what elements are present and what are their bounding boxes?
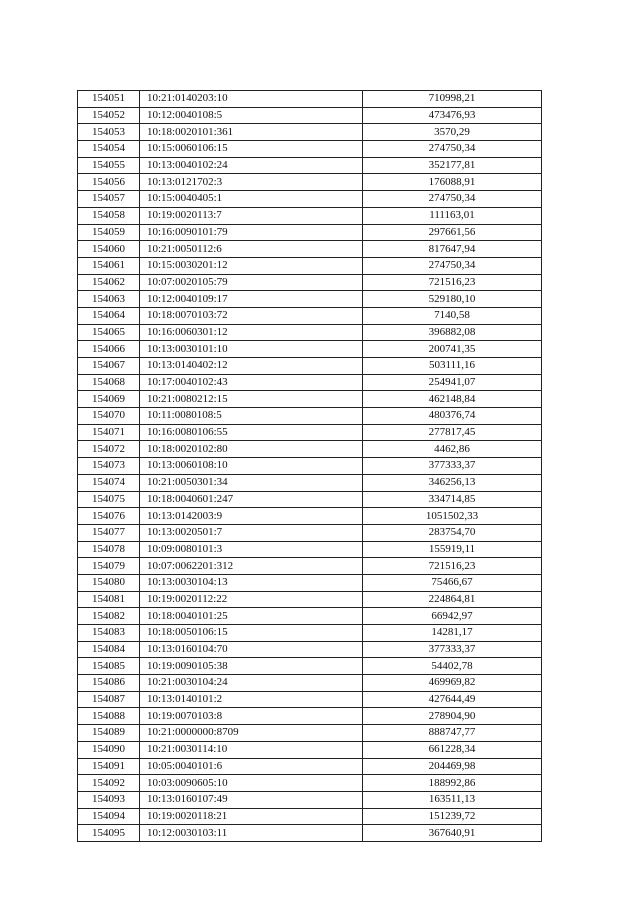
record-number-cell: 154052 [78, 107, 140, 124]
record-number-cell: 154090 [78, 741, 140, 758]
cadastral-number-cell: 10:21:0140203:10 [140, 91, 363, 108]
table-row [78, 174, 542, 191]
amount-cell: 278904,90 [363, 708, 542, 725]
amount-cell: 274750,34 [363, 191, 542, 208]
cadastral-number-cell: 10:18:0070103:72 [140, 307, 363, 324]
record-number-cell: 154066 [78, 341, 140, 358]
amount-cell: 204469,98 [363, 758, 542, 775]
record-number-cell: 154060 [78, 241, 140, 258]
amount-cell: 4462,86 [363, 441, 542, 458]
table-row [78, 791, 542, 808]
amount-cell: 334714,85 [363, 491, 542, 508]
table-row [78, 124, 542, 141]
table-row [78, 658, 542, 675]
cadastral-number-cell: 10:11:0080108:5 [140, 408, 363, 425]
table-row [78, 424, 542, 441]
amount-cell: 377333,37 [363, 458, 542, 475]
table-row [78, 474, 542, 491]
amount-cell: 14281,17 [363, 625, 542, 642]
table-row [78, 391, 542, 408]
cadastral-number-cell: 10:16:0090101:79 [140, 224, 363, 241]
amount-cell: 721516,23 [363, 558, 542, 575]
record-number-cell: 154074 [78, 474, 140, 491]
amount-cell: 529180,10 [363, 291, 542, 308]
amount-cell: 54402,78 [363, 658, 542, 675]
record-number-cell: 154079 [78, 558, 140, 575]
cadastral-number-cell: 10:15:0040405:1 [140, 191, 363, 208]
record-number-cell: 154069 [78, 391, 140, 408]
record-number-cell: 154072 [78, 441, 140, 458]
amount-cell: 473476,93 [363, 107, 542, 124]
table-row [78, 541, 542, 558]
cadastral-number-cell: 10:21:0080212:15 [140, 391, 363, 408]
amount-cell: 200741,35 [363, 341, 542, 358]
amount-cell: 274750,34 [363, 257, 542, 274]
amount-cell: 224864,81 [363, 591, 542, 608]
table-row [78, 775, 542, 792]
amount-cell: 176088,91 [363, 174, 542, 191]
record-number-cell: 154077 [78, 524, 140, 541]
record-number-cell: 154051 [78, 91, 140, 108]
table-row [78, 691, 542, 708]
record-number-cell: 154088 [78, 708, 140, 725]
cadastral-number-cell: 10:21:0000000:8709 [140, 725, 363, 742]
record-number-cell: 154080 [78, 574, 140, 591]
cadastral-number-cell: 10:13:0121702:3 [140, 174, 363, 191]
table-row [78, 141, 542, 158]
amount-cell: 7140,58 [363, 307, 542, 324]
records-table [77, 90, 542, 842]
amount-cell: 480376,74 [363, 408, 542, 425]
amount-cell: 75466,67 [363, 574, 542, 591]
amount-cell: 66942,97 [363, 608, 542, 625]
record-number-cell: 154062 [78, 274, 140, 291]
record-number-cell: 154064 [78, 307, 140, 324]
amount-cell: 661228,34 [363, 741, 542, 758]
table-row [78, 808, 542, 825]
amount-cell: 888747,77 [363, 725, 542, 742]
amount-cell: 277817,45 [363, 424, 542, 441]
table-row [78, 458, 542, 475]
record-number-cell: 154053 [78, 124, 140, 141]
table-row [78, 591, 542, 608]
amount-cell: 396882,08 [363, 324, 542, 341]
table-row [78, 341, 542, 358]
record-number-cell: 154061 [78, 257, 140, 274]
cadastral-number-cell: 10:18:0020101:361 [140, 124, 363, 141]
table-row [78, 708, 542, 725]
cadastral-number-cell: 10:18:0040101:25 [140, 608, 363, 625]
cadastral-number-cell: 10:13:0030104:13 [140, 574, 363, 591]
amount-cell: 469969,82 [363, 675, 542, 692]
cadastral-number-cell: 10:13:0040102:24 [140, 157, 363, 174]
cadastral-number-cell: 10:13:0060108:10 [140, 458, 363, 475]
record-number-cell: 154087 [78, 691, 140, 708]
table-row [78, 608, 542, 625]
table-row [78, 725, 542, 742]
record-number-cell: 154084 [78, 641, 140, 658]
cadastral-number-cell: 10:13:0160104:70 [140, 641, 363, 658]
table-row [78, 641, 542, 658]
amount-cell: 188992,86 [363, 775, 542, 792]
cadastral-number-cell: 10:13:0160107:49 [140, 791, 363, 808]
record-number-cell: 154073 [78, 458, 140, 475]
table-row [78, 257, 542, 274]
table-row [78, 307, 542, 324]
table-row [78, 358, 542, 375]
table-row [78, 107, 542, 124]
amount-cell: 503111,16 [363, 358, 542, 375]
amount-cell: 297661,56 [363, 224, 542, 241]
record-number-cell: 154086 [78, 675, 140, 692]
cadastral-number-cell: 10:21:0030104:24 [140, 675, 363, 692]
table-row [78, 524, 542, 541]
table-row [78, 91, 542, 108]
cadastral-number-cell: 10:07:0020105:79 [140, 274, 363, 291]
record-number-cell: 154093 [78, 791, 140, 808]
records-table-body [78, 91, 542, 842]
amount-cell: 254941,07 [363, 374, 542, 391]
amount-cell: 721516,23 [363, 274, 542, 291]
record-number-cell: 154089 [78, 725, 140, 742]
amount-cell: 155919,11 [363, 541, 542, 558]
record-number-cell: 154078 [78, 541, 140, 558]
table-row [78, 207, 542, 224]
record-number-cell: 154056 [78, 174, 140, 191]
table-row [78, 241, 542, 258]
cadastral-number-cell: 10:15:0060106:15 [140, 141, 363, 158]
record-number-cell: 154092 [78, 775, 140, 792]
record-number-cell: 154067 [78, 358, 140, 375]
amount-cell: 367640,91 [363, 825, 542, 842]
table-row [78, 758, 542, 775]
record-number-cell: 154083 [78, 625, 140, 642]
table-row [78, 574, 542, 591]
cadastral-number-cell: 10:19:0020118:21 [140, 808, 363, 825]
record-number-cell: 154071 [78, 424, 140, 441]
amount-cell: 163511,13 [363, 791, 542, 808]
cadastral-number-cell: 10:18:0050106:15 [140, 625, 363, 642]
table-row [78, 291, 542, 308]
record-number-cell: 154055 [78, 157, 140, 174]
table-row [78, 191, 542, 208]
amount-cell: 151239,72 [363, 808, 542, 825]
table-row [78, 157, 542, 174]
table-row [78, 558, 542, 575]
amount-cell: 1051502,33 [363, 508, 542, 525]
cadastral-number-cell: 10:13:0142003:9 [140, 508, 363, 525]
amount-cell: 462148,84 [363, 391, 542, 408]
record-number-cell: 154082 [78, 608, 140, 625]
record-number-cell: 154076 [78, 508, 140, 525]
table-row [78, 625, 542, 642]
record-number-cell: 154059 [78, 224, 140, 241]
cadastral-number-cell: 10:07:0062201:312 [140, 558, 363, 575]
record-number-cell: 154085 [78, 658, 140, 675]
cadastral-number-cell: 10:16:0060301:12 [140, 324, 363, 341]
cadastral-number-cell: 10:12:0030103:11 [140, 825, 363, 842]
amount-cell: 710998,21 [363, 91, 542, 108]
cadastral-number-cell: 10:09:0080101:3 [140, 541, 363, 558]
record-number-cell: 154057 [78, 191, 140, 208]
table-row [78, 825, 542, 842]
table-row [78, 675, 542, 692]
amount-cell: 817647,94 [363, 241, 542, 258]
table-row [78, 741, 542, 758]
cadastral-number-cell: 10:19:0020113:7 [140, 207, 363, 224]
amount-cell: 346256,13 [363, 474, 542, 491]
cadastral-number-cell: 10:21:0050301:34 [140, 474, 363, 491]
cadastral-number-cell: 10:19:0070103:8 [140, 708, 363, 725]
record-number-cell: 154065 [78, 324, 140, 341]
record-number-cell: 154058 [78, 207, 140, 224]
cadastral-number-cell: 10:16:0080106:55 [140, 424, 363, 441]
cadastral-number-cell: 10:13:0030101:10 [140, 341, 363, 358]
record-number-cell: 154054 [78, 141, 140, 158]
cadastral-number-cell: 10:13:0020501:7 [140, 524, 363, 541]
cadastral-number-cell: 10:21:0050112:6 [140, 241, 363, 258]
cadastral-number-cell: 10:18:0020102:80 [140, 441, 363, 458]
record-number-cell: 154081 [78, 591, 140, 608]
table-row [78, 491, 542, 508]
cadastral-number-cell: 10:05:0040101:6 [140, 758, 363, 775]
cadastral-number-cell: 10:19:0090105:38 [140, 658, 363, 675]
table-row [78, 508, 542, 525]
cadastral-number-cell: 10:21:0030114:10 [140, 741, 363, 758]
table-row [78, 324, 542, 341]
amount-cell: 274750,34 [363, 141, 542, 158]
amount-cell: 377333,37 [363, 641, 542, 658]
amount-cell: 283754,70 [363, 524, 542, 541]
cadastral-number-cell: 10:15:0030201:12 [140, 257, 363, 274]
amount-cell: 427644,49 [363, 691, 542, 708]
table-row [78, 274, 542, 291]
cadastral-number-cell: 10:13:0140402:12 [140, 358, 363, 375]
record-number-cell: 154094 [78, 808, 140, 825]
cadastral-number-cell: 10:19:0020112:22 [140, 591, 363, 608]
cadastral-number-cell: 10:13:0140101:2 [140, 691, 363, 708]
record-number-cell: 154070 [78, 408, 140, 425]
cadastral-number-cell: 10:12:0040108:5 [140, 107, 363, 124]
cadastral-number-cell: 10:18:0040601:247 [140, 491, 363, 508]
record-number-cell: 154075 [78, 491, 140, 508]
table-row [78, 374, 542, 391]
record-number-cell: 154095 [78, 825, 140, 842]
table-row [78, 224, 542, 241]
table-row [78, 441, 542, 458]
table-row [78, 408, 542, 425]
amount-cell: 352177,81 [363, 157, 542, 174]
amount-cell: 111163,01 [363, 207, 542, 224]
record-number-cell: 154091 [78, 758, 140, 775]
cadastral-number-cell: 10:03:0090605:10 [140, 775, 363, 792]
cadastral-number-cell: 10:12:0040109:17 [140, 291, 363, 308]
record-number-cell: 154068 [78, 374, 140, 391]
cadastral-number-cell: 10:17:0040102:43 [140, 374, 363, 391]
amount-cell: 3570,29 [363, 124, 542, 141]
record-number-cell: 154063 [78, 291, 140, 308]
